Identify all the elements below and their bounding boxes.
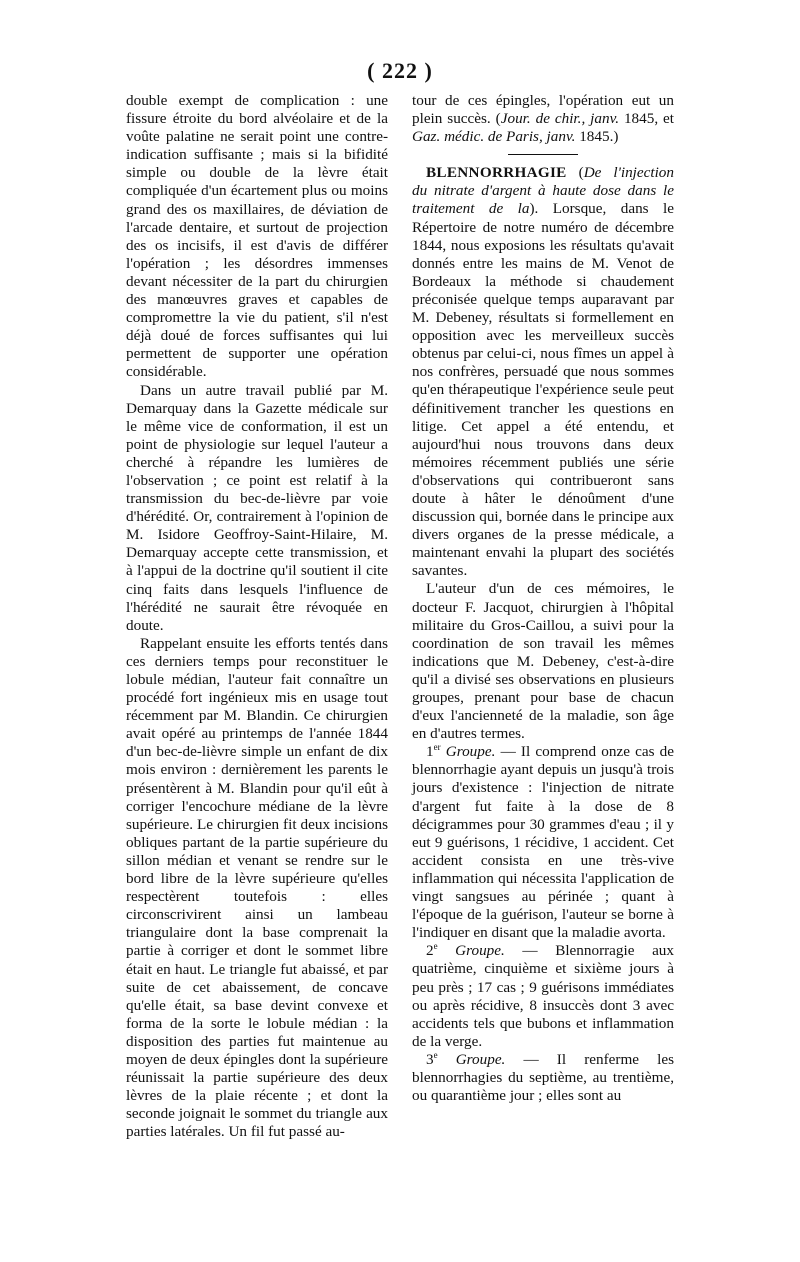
left-column [126,92,388,1141]
group-2-ordinal: e [433,941,438,952]
group-2-number: 2 [426,942,434,960]
group-1-ordinal: er [433,742,441,753]
group-3-ordinal: e [433,1049,438,1060]
article-subtitle: De l'injection du nitrate d'argent à haute dose dans le traitement de la [412,164,674,218]
group-2-label: Groupe. [437,942,505,960]
article-intro-text: Lorsque, dans le Répertoire de notre numéro de décembre 1844, nous exposions les résultats qu'avait donnés entre les mains de M. Venot de Bordeaux la méthode si chaudement préconisée quelque temps auparavant par M. Debeney, résultats si formellement en opposition avec les merveilleux succès obtenus par celui-ci, nous fîmes un appel à nos confrères, persuadé que nous sommes qu'en thérapeutique l'expérience seule peut définitivement trancher les questions en litige. Cet appel a été entendu, et aujourd'hui nous trouvons dans deux mémoires récemment publiés une série d'observations qui contribueront sans doute à hâter le dénoûment d'une discussion qui, bornée dans le principe aux divers organes de la presse médicale, a maintenant envahi la plupart des sociétés savantes. [412,200,674,580]
left-paragraph-2: Dans un autre travail publié par M. Demarquay dans la Gazette médicale sur le même vice de conformation, il est un point de physiologie sur lequel l'auteur a cherché à répandre les lumières de l'observation ; ce point est relatif à la transmission du bec-de-lièvre par voie d'hérédité. Or, contrairement à l'opinion de M. Isidore Geoffroy-Saint-Hilaire, M. Demarquay accepte cette transmission, et à l'appui de la doctrine qu'il soutient il cite cinq faits dans lesquels l'influence de l'hérédité ne saurait être révoquée en doute. [126,381,388,634]
group-3-label: Groupe. [437,1050,506,1068]
right-column [412,92,674,1105]
left-paragraph-3: Rappelant ensuite les efforts tentés dans ces derniers temps pour reconstituer le lobule médian, l'auteur fait connaître un procédé fort ingénieux mis en usage tout récemment par M. Blandin. Ce chirurgien avait opéré au printemps de l'année 1844 d'un bec-de-lièvre simple un enfant de dix mois environ : dernièrement les parents le présentèrent à M. Blandin pour qu'il eût à corriger l'encochure médiane de la lèvre supérieure. Le chirurgien fit deux incisions obliques partant de la partie supérieure du sillon médian et venant se rendre sur le bord libre de la lèvre supérieure qu'elles respectèrent toutefois : elles circonscrivirent ainsi un lambeau triangulaire dont la base comprenait la partie à corriger et dont le sommet libre était en haut. Le triangle fut abaissé, et par suite de cet abaissement, de concave qu'elle était, sa base devint convexe et forma de la sorte le lobule médian : la disposition des parties fut maintenue au moyen de deux épingles dont la supérieure réunissait la partie supérieure des deux lèvres de la plaie récente ; et dont la seconde joignait le sommet du triangle aux parties latérales. Un fil fut passé au- [126,634,388,1141]
group-2-paragraph [412,942,674,1051]
article-subtitle-open: ( [566,164,584,182]
article-intro-paragraph [412,164,674,580]
group-3-number: 3 [426,1050,434,1068]
journal-reference-1-date: 1845, et [619,110,675,128]
section-divider [508,154,578,155]
continuation-paragraph [412,92,674,146]
article-heading: BLENNORRHAGIE [426,164,567,182]
article-subtitle-close: ). [529,200,553,218]
journal-reference-1: Jour. de chir., janv. [500,110,620,128]
group-2-text: — Blennorragie aux quatrième, cinquième et sixième jours à peu près ; 17 cas ; 9 guérisons immédiates ou après récidive, 8 insuccès dont 3 avec accidents tels que bubons et inflammation de la verge. [412,942,674,1050]
journal-reference-2-date: 1845.) [575,128,619,146]
group-1-label: Groupe. [440,743,496,761]
left-paragraph-1: double exempt de complication : une fissure étroite du bord alvéolaire et de la voûte palatine ne serait point une contre-indication suffisante ; mais si la bifidité simple ou double de la lèvre était compliquée d'un écartement plus ou moins grand des os maxillaires, de déviation de l'arcade dentaire, et surtout de projection des os incisifs, il est d'avis de différer l'opération ; les désordres immenses devant nécessiter de la part du chirurgien des manœuvres graves et capables de compromettre la vie du patient, s'il n'est déjà doué de forces suffisantes qui lui permettent de supporter une opération considérable. [126,92,388,381]
continuation-text: tour de ces épingles, l'opération eut un plein succès. ( [412,92,674,128]
page-number: ( 222 ) [367,58,433,83]
group-1-paragraph [412,743,674,942]
journal-reference-2: Gaz. médic. de Paris, janv. [412,128,576,146]
group-3-paragraph [412,1051,674,1105]
group-1-number: 1 [426,743,434,761]
group-1-text: — Il comprend onze cas de blennorrhagie ayant depuis un jusqu'à trois jours d'existence : l'injection de nitrate d'argent fut faite à la dose de 8 décigrammes pour 30 grammes d'eau ; il y eut 9 guérisons, 1 récidive, 1 accident. Cet accident consista en une très-vive inflammation qui nécessita l'application de vingt sangsues au périnée ; quant à l'époque de la guérison, l'auteur se borne à l'indiquer en disant que la maladie avorta. [412,743,674,942]
article-paragraph-2: L'auteur d'un de ces mémoires, le docteur F. Jacquot, chirurgien à l'hôpital militaire du Gros-Caillou, a suivi pour la coordination de son travail les mêmes indications que M. Debeney, c'est-à-dire qu'il a divisé ses observations en plusieurs groupes, prenant pour base de chacun d'eux l'ancienneté de la maladie, son âge en d'autres termes. [412,580,674,743]
group-3-text: — Il renferme les blennorrhagies du septième, au trentième, ou quarantième jour ; elles sont au [412,1050,674,1105]
